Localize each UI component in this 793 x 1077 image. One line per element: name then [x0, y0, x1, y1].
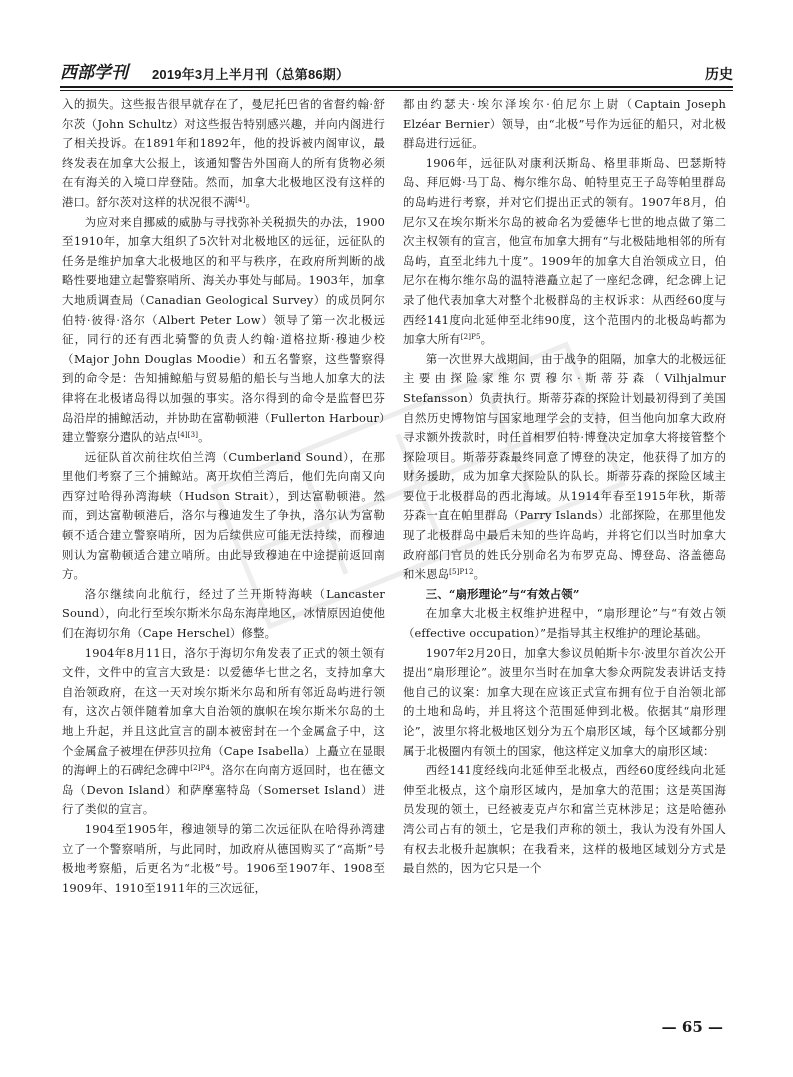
- header-rule: [60, 86, 733, 88]
- running-header: [60, 60, 733, 86]
- section-heading: 三、“扇形理论”与“有效占领”: [425, 586, 580, 601]
- paragraph: 1904年8月11日，洛尔于海切尔角发表了正式的领土领有文件，文件中的宣言大致是：以爱德华七世之名，支持加拿大自治领政府，在这一天对埃尔斯米尔岛和所有邻近岛屿进行领有，这次占领伴随着加拿大自治领的旗帜在埃尔斯米尔岛的土地上升起，并且这此宣言的副本被密封在一个金属盒子中，这个金属盒子被埋在伊莎贝拉角（Cape Isabella）上矗立在显眼的海岬上的石碑纪念碑中$^{[2]P4}$。洛尔在向南方返回时，也在德文岛（Devon Island）和萨摩塞特岛（Somerset Island）进行了类似的宣言。: [62, 645, 385, 817]
- paragraph: 第一次世界大战期间，由于战争的阻隔，加拿大的北极远征主要由探险家维尔贾穆尔·斯蒂芬森（Vilhjalmur Stefansson）负责执行。斯蒂芬森的探险计划最初得到了美国自然历史博物馆与国家地理学会的支持，但当他向加拿大政府寻求额外拨款时，时任首相罗伯特·博登决定加拿大将接管整个探险项目。斯蒂芬森最终同意了博登的决定，他获得了加方的财务援助，成为加拿大探险队的队长。斯蒂芬森的探险区域主要位于北极群岛的西北海域。从1914年春至1915年秋，斯蒂芬森一直在帕里群岛（Parry Islands）北部探险，在那里他发现了北极群岛中最后未知的些许岛屿，并将它们以当时加拿大政府部门官员的姓氏分别命名为布罗克岛、博登岛、洛盖德岛和米恩岛$^{[5]P12}$。: [403, 351, 726, 582]
- right-column: [403, 95, 726, 879]
- citation: [2]P4: [190, 764, 211, 773]
- issue-info: 2019年3月上半月刊（总第86期）: [152, 67, 350, 82]
- left-column: [62, 95, 385, 898]
- paragraph: 都由约瑟夫·埃尔泽埃尔·伯尼尔上尉（Captain Joseph Elzéar Bernier）领导，由“北极”号作为远征的船只，对北极群岛进行远征。: [403, 97, 726, 151]
- citation: [4][3]: [177, 431, 199, 440]
- paragraph: 西经141度经线向北延伸至北极点，西经60度经线向北延伸至北极点，这个扇形区域内，是加拿大的范围；这是英国海员发现的领土，已经被麦克卢尔和富兰克林涉足；这是哈德孙湾公司占有的领土，它是我们声称的领土，我认为没有外国人有权去北极升起旗帜；在我看来，这样的极地区域划分方式是最自然的，因为它只是一个: [403, 763, 726, 876]
- paragraph: 1904至1905年，穆迪领导的第二次远征队在哈得孙湾建立了一个警察哨所，与此同时，加政府从德国购买了“高斯”号极地考察船，后更名为“北极”号。1906至1907年、1908至1909年、1910至1911年的三次远征，: [62, 821, 385, 895]
- page-number: — 65 —: [661, 1018, 723, 1036]
- citation: [5]P12: [449, 568, 474, 577]
- paragraph: 1907年2月20日，加拿大参议员帕斯卡尔·波里尔首次公开提出“扇形理论”。波里尔当时在加拿大参众两院发表讲话支持他自己的议案：加拿大现在应该正式宣布拥有位于自治领北部的土地和岛屿，并且将这个范围延伸到北极。依据其“扇形理论”，波里尔将北极地区划分为五个扇形区域，每个区域都分别属于北极圈内有领土的国家，他这样定义加拿大的扇形区域：: [403, 645, 726, 758]
- citation: [4]: [235, 195, 246, 204]
- section-label: 历史: [705, 66, 733, 82]
- paragraph: 入的损失。这些报告很早就存在了，曼尼托巴省的省督约翰·舒尔茨（John Schultz）对这些报告特别感兴趣，并向内阁进行了相关投诉。在1891年和1892年，他的投诉被内阁审议，最终发表在加拿大公报上，该通知警告外国商人的所有货物必须在有海关的入境口岸登陆。然而，加拿大北极地区没有这样的港口。舒尔茨对这样的状况很不满[4]。: [62, 97, 385, 209]
- journal-logo: [60, 62, 142, 82]
- paragraph: 在加拿大北极主权维护进程中，“扇形理论”与“有效占领（effective occupation）”是指导其主权维护的理论基础。: [403, 606, 726, 641]
- paragraph: 洛尔继续向北航行，经过了兰开斯特海峡（Lancaster Sound），向北行至埃尔斯米尔岛东海岸地区，冰情原因迫使他们在海切尔角（Cape Herschel）修整。: [62, 586, 385, 641]
- paragraph: 远征队首次前往坎伯兰湾（Cumberland Sound），在那里他们考察了三个捕鲸站。离开坎伯兰湾后，他们先向南又向西穿过哈得孙湾海峡（Hudson Strait），到达富勒顿港。然而，到达富勒顿港后，洛尔与穆迪发生了争执，洛尔认为富勒顿不适合建立警察哨所，因为后续供应可能无法持续，而穆迪则认为富勒顿适合建立哨所。由此导致穆迪在中途提前返回南方。: [62, 449, 385, 582]
- paragraph: 1906年，远征队对康利沃斯岛、格里菲斯岛、巴瑟斯特岛、拜厄姆·马丁岛、梅尔维尔岛、帕特里克王子岛等帕里群岛的岛屿进行考察，并对它们提出正式的领有。1907年8月，伯尼尔又在埃尔斯米尔岛的被命名为爱德华七世的地点做了第二次主权领有的宣言，他宣布加拿大拥有“与北极陆地相邻的所有岛屿，直至北纬九十度”。1909年的加拿大自治领成立日，伯尼尔在梅尔维尔岛的温特港矗立起了一座纪念碑，纪念碑上记录了他代表加拿大对整个北极群岛的主权诉求：从西经60度与西经141度向北延伸至北纬90度，这个范围内的北极岛屿都为加拿大所有$^{[2]P5}$。: [403, 155, 726, 347]
- citation: [2]P5: [460, 333, 481, 342]
- journal-logo-text: 西部学刊: [60, 63, 128, 82]
- header-rule-thin: [60, 90, 733, 91]
- paragraph: 为应对来自挪威的威胁与寻找弥补关税损失的办法，1900至1910年，加拿大组织了5次针对北极地区的远征，远征队的任务是维护加拿大北极地区的和平与秩序，在政府所判断的战略性要地建立起警察哨所、海关办事处与邮局。1903年，加拿大地质调查局（Canadian Geological Survey）的成员阿尔伯特·彼得·洛尔（Albert Peter Low）领导了第一次北极远征，同行的还有西北骑警的负责人约翰·道格拉斯·穆迪少校（Major John Douglas Moodie）和五名警察，这些警察得到的命令是：告知捕鲸船与贸易船的船长与当地人加拿大的法律将在北极诸岛得以加强的事实。洛尔得到的命令是监督巴芬岛沿岸的捕鲸活动，并协助在富勒顿港（Fullerton Harbour）建立警察分遣队的站点[4][3]。: [62, 214, 385, 445]
